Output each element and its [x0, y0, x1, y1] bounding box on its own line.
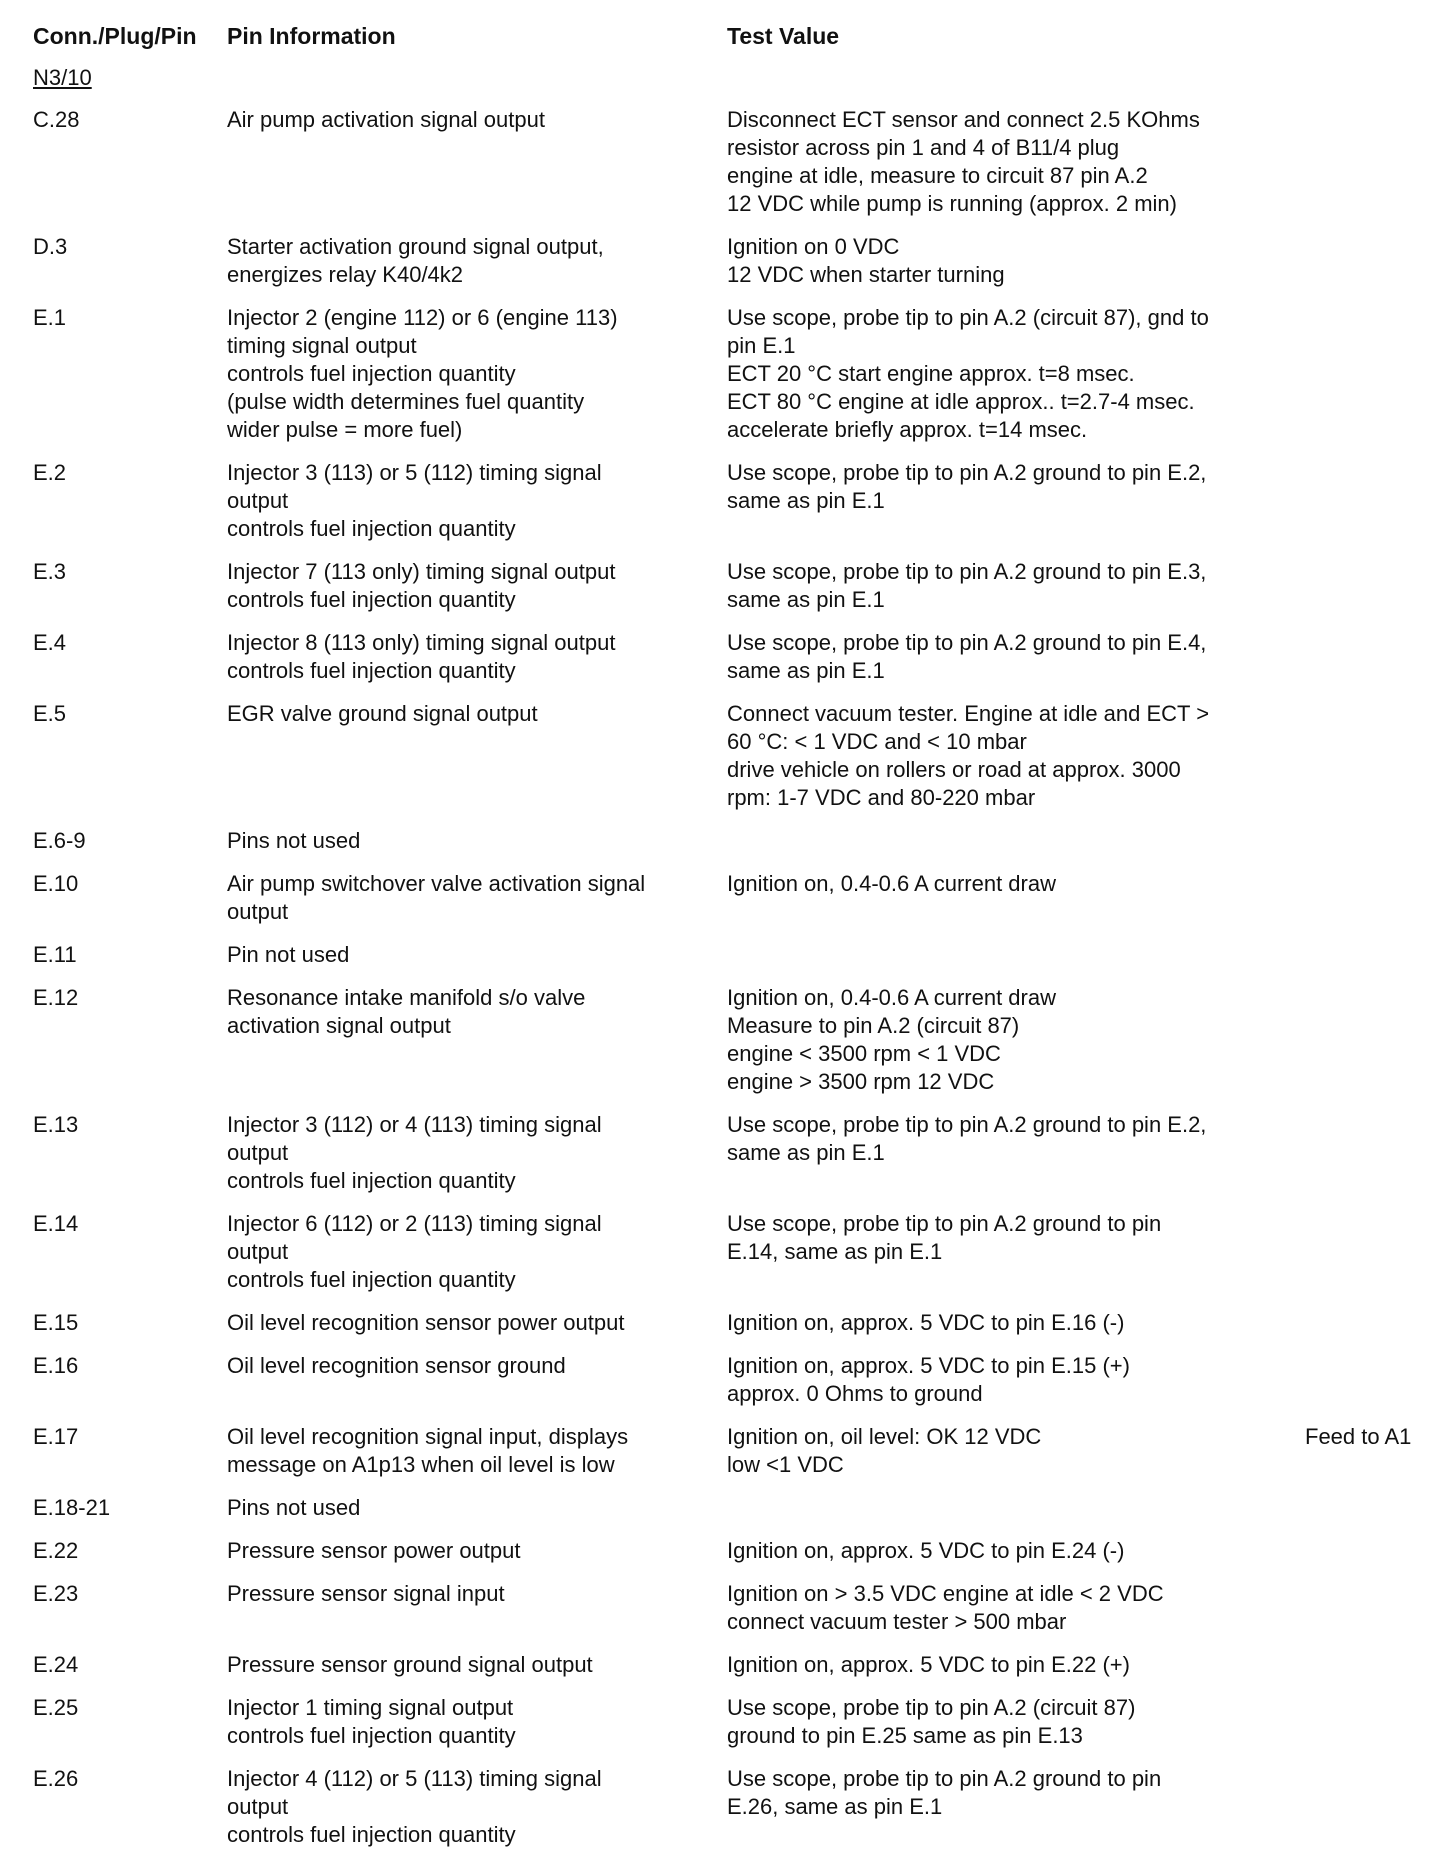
- table-row: [33, 1309, 1433, 1337]
- test-value-line: low <1 VDC: [727, 1452, 844, 1477]
- pin-id: E.14: [33, 1211, 79, 1236]
- pin-information-line: Air pump activation signal output: [227, 107, 545, 132]
- table-row: [33, 870, 1433, 926]
- header-test-value: Test Value: [727, 23, 840, 49]
- pin-information: [227, 304, 727, 444]
- pin-id: E.4: [33, 630, 67, 655]
- pin-information-line: Pressure sensor ground signal output: [227, 1652, 593, 1677]
- test-value-line: engine > 3500 rpm 12 VDC: [727, 1069, 995, 1094]
- test-value-line: Use scope, probe tip to pin A.2 ground to pin E.3,: [727, 559, 1207, 584]
- pin-id: E.15: [33, 1310, 79, 1335]
- pin-information: [227, 629, 727, 685]
- pin-id: E.16: [33, 1353, 79, 1378]
- test-value-line: Disconnect ECT sensor and connect 2.5 KOhms: [727, 107, 1200, 132]
- test-value-line: Use scope, probe tip to pin A.2 ground to pin E.4,: [727, 630, 1207, 655]
- pin-id: E.12: [33, 985, 79, 1010]
- pin-information-line: Oil level recognition sensor ground: [227, 1353, 566, 1378]
- test-value: [727, 459, 1305, 515]
- pin-information-line: output: [227, 1140, 289, 1165]
- test-value-line: accelerate briefly approx. t=14 msec.: [727, 417, 1088, 442]
- test-value-line: Use scope, probe tip to pin A.2 (circuit 87), gnd to: [727, 305, 1209, 330]
- pin-information-line: Air pump switchover valve activation signal: [227, 871, 646, 896]
- pin-id: E.23: [33, 1581, 79, 1606]
- test-value-line: resistor across pin 1 and 4 of B11/4 plug: [727, 135, 1120, 160]
- test-value-line: E.14, same as pin E.1: [727, 1239, 943, 1264]
- pin-information-line: Injector 2 (engine 112) or 6 (engine 113): [227, 305, 618, 330]
- pin-information-line: controls fuel injection quantity: [227, 587, 516, 612]
- test-value-line: Ignition on 0 VDC: [727, 234, 900, 259]
- pin-information-line: Pressure sensor signal input: [227, 1581, 505, 1606]
- pin-id: E.26: [33, 1766, 79, 1791]
- pin-information: [227, 1765, 727, 1849]
- test-value: [727, 1309, 1305, 1337]
- pin-information: [227, 1423, 727, 1479]
- pin-information-line: controls fuel injection quantity: [227, 1723, 516, 1748]
- pin-id: E.18-21: [33, 1495, 111, 1520]
- pin-information-line: controls fuel injection quantity: [227, 1168, 516, 1193]
- pin-information-line: (pulse width determines fuel quantity: [227, 389, 585, 414]
- table-row: [33, 1111, 1433, 1195]
- pin-information: [227, 459, 727, 543]
- test-value-line: connect vacuum tester > 500 mbar: [727, 1609, 1067, 1634]
- pin-information: [227, 558, 727, 614]
- test-value-line: E.26, same as pin E.1: [727, 1794, 943, 1819]
- pin-information-line: Oil level recognition sensor power output: [227, 1310, 625, 1335]
- pin-id: E.13: [33, 1112, 79, 1137]
- table-row: [33, 1651, 1433, 1679]
- test-value-line: 12 VDC while pump is running (approx. 2 min): [727, 191, 1177, 216]
- test-value: [727, 233, 1305, 289]
- test-value-line: Use scope, probe tip to pin A.2 (circuit 87): [727, 1695, 1136, 1720]
- test-value-line: Measure to pin A.2 (circuit 87): [727, 1013, 1020, 1038]
- pin-information-line: wider pulse = more fuel): [227, 417, 463, 442]
- test-value: [727, 700, 1305, 812]
- pin-information-line: Injector 4 (112) or 5 (113) timing signal: [227, 1766, 602, 1791]
- pin-information-line: controls fuel injection quantity: [227, 1267, 516, 1292]
- test-value-line: same as pin E.1: [727, 488, 885, 513]
- pin-information-line: output: [227, 1239, 289, 1264]
- pin-information: [227, 870, 727, 926]
- test-value-line: same as pin E.1: [727, 587, 885, 612]
- pin-id: E.3: [33, 559, 67, 584]
- pin-information: [227, 1580, 727, 1608]
- test-value: [727, 984, 1305, 1096]
- pin-information: [227, 1111, 727, 1195]
- test-value-line: Ignition on, oil level: OK 12 VDC: [727, 1424, 1042, 1449]
- pin-information-line: output: [227, 488, 289, 513]
- pin-id: E.25: [33, 1695, 79, 1720]
- test-value-line: rpm: 1-7 VDC and 80-220 mbar: [727, 785, 1036, 810]
- pin-information: [227, 700, 727, 728]
- test-value-line: Ignition on, approx. 5 VDC to pin E.16 (-): [727, 1310, 1125, 1335]
- pin-information: [227, 1651, 727, 1679]
- table-row: [33, 700, 1433, 812]
- test-value: [727, 1765, 1305, 1821]
- test-value-line: Connect vacuum tester. Engine at idle and ECT >: [727, 701, 1210, 726]
- test-value: [727, 1352, 1305, 1408]
- pin-id: E.24: [33, 1652, 79, 1677]
- table-row: [33, 1210, 1433, 1294]
- table-row: [33, 304, 1433, 444]
- test-value: [727, 870, 1305, 898]
- test-value-line: same as pin E.1: [727, 658, 885, 683]
- test-value-line: Ignition on, 0.4-0.6 A current draw: [727, 871, 1056, 896]
- pin-id: C.28: [33, 107, 80, 132]
- test-value: [727, 1651, 1305, 1679]
- pin-information-line: activation signal output: [227, 1013, 451, 1038]
- test-value-line: drive vehicle on rollers or road at approx. 3000: [727, 757, 1181, 782]
- pin-information-line: Starter activation ground signal output,: [227, 234, 604, 259]
- test-value-line: Use scope, probe tip to pin A.2 ground to pin E.2,: [727, 1112, 1207, 1137]
- table-row: [33, 106, 1433, 218]
- table-row: [33, 1694, 1433, 1750]
- pin-id: E.2: [33, 460, 67, 485]
- pin-information-line: energizes relay K40/4k2: [227, 262, 464, 287]
- test-value-line: engine at idle, measure to circuit 87 pin A.2: [727, 163, 1148, 188]
- table-row: [33, 459, 1433, 543]
- test-value: [727, 1423, 1305, 1479]
- test-value: [727, 1537, 1305, 1565]
- test-value-line: Use scope, probe tip to pin A.2 ground to pin: [727, 1766, 1162, 1791]
- test-value-line: Use scope, probe tip to pin A.2 ground to pin: [727, 1211, 1162, 1236]
- pin-id: E.10: [33, 871, 79, 896]
- table-row: [33, 1765, 1433, 1849]
- pin-information: [227, 827, 727, 855]
- pin-information-line: controls fuel injection quantity: [227, 1822, 516, 1847]
- pin-information-line: controls fuel injection quantity: [227, 361, 516, 386]
- test-value-line: pin E.1: [727, 333, 796, 358]
- pin-information-line: Injector 8 (113 only) timing signal output: [227, 630, 616, 655]
- pin-information-line: EGR valve ground signal output: [227, 701, 538, 726]
- pin-information-line: Pin not used: [227, 942, 350, 967]
- pin-information-line: Pins not used: [227, 1495, 361, 1520]
- test-value: [727, 1580, 1305, 1636]
- table-row: [33, 1423, 1433, 1479]
- test-value-line: engine < 3500 rpm < 1 VDC: [727, 1041, 1001, 1066]
- pin-information-line: Pins not used: [227, 828, 361, 853]
- pin-information-line: Oil level recognition signal input, displays: [227, 1424, 629, 1449]
- pin-information: [227, 1694, 727, 1750]
- pin-information-line: Pressure sensor power output: [227, 1538, 521, 1563]
- pin-information-line: Resonance intake manifold s/o valve: [227, 985, 586, 1010]
- pin-information-line: Injector 1 timing signal output: [227, 1695, 514, 1720]
- pin-id: E.5: [33, 701, 67, 726]
- test-value: [727, 1694, 1305, 1750]
- pin-information-line: Injector 3 (113) or 5 (112) timing signal: [227, 460, 602, 485]
- table-header: [33, 22, 1433, 56]
- pin-information-line: timing signal output: [227, 333, 417, 358]
- test-value-line: ECT 20 °C start engine approx. t=8 msec.: [727, 361, 1135, 386]
- pin-information: [227, 1494, 727, 1522]
- pin-information: [227, 233, 727, 289]
- test-value-line: 12 VDC when starter turning: [727, 262, 1005, 287]
- header-conn-plug-pin: Conn./Plug/Pin: [33, 23, 197, 49]
- pin-information-line: Injector 6 (112) or 2 (113) timing signal: [227, 1211, 602, 1236]
- test-value: [727, 304, 1305, 444]
- table-row: [33, 1580, 1433, 1636]
- table-row: [33, 629, 1433, 685]
- table-row: [33, 558, 1433, 614]
- test-value-line: Ignition on, approx. 5 VDC to pin E.22 (+): [727, 1652, 1130, 1677]
- test-value-line: Use scope, probe tip to pin A.2 ground to pin E.2,: [727, 460, 1207, 485]
- test-value-line: same as pin E.1: [727, 1140, 885, 1165]
- group-label: [33, 64, 1433, 92]
- test-value-line: Ignition on, 0.4-0.6 A current draw: [727, 985, 1056, 1010]
- test-value: [727, 1210, 1305, 1266]
- test-value-line: Ignition on, approx. 5 VDC to pin E.15 (+): [727, 1353, 1130, 1378]
- test-value-line: 60 °C: < 1 VDC and < 10 mbar: [727, 729, 1027, 754]
- pin-information-line: controls fuel injection quantity: [227, 516, 516, 541]
- pin-id: E.11: [33, 942, 77, 967]
- pin-information: [227, 1537, 727, 1565]
- pin-information-line: Injector 3 (112) or 4 (113) timing signal: [227, 1112, 602, 1137]
- test-value: [727, 558, 1305, 614]
- test-value-line: approx. 0 Ohms to ground: [727, 1381, 983, 1406]
- group-label-text: N3/10: [33, 65, 92, 90]
- test-value: [727, 629, 1305, 685]
- pinout-table: [33, 22, 1433, 1849]
- row-note: Feed to A1: [1305, 1424, 1412, 1449]
- test-value-line: Ignition on, approx. 5 VDC to pin E.24 (-): [727, 1538, 1125, 1563]
- test-value-line: ECT 80 °C engine at idle approx.. t=2.7-4 msec.: [727, 389, 1195, 414]
- table-row: [33, 233, 1433, 289]
- test-value: [727, 1111, 1305, 1167]
- table-body: [33, 106, 1433, 1849]
- table-row: [33, 1352, 1433, 1408]
- pin-information: [227, 106, 727, 134]
- test-value: [727, 106, 1305, 218]
- pin-id: D.3: [33, 234, 68, 259]
- pin-id: E.17: [33, 1424, 79, 1449]
- test-value-line: Ignition on > 3.5 VDC engine at idle < 2 VDC: [727, 1581, 1164, 1606]
- pin-information: [227, 1210, 727, 1294]
- pin-information-line: output: [227, 899, 289, 924]
- test-value-line: ground to pin E.25 same as pin E.13: [727, 1723, 1083, 1748]
- pin-information-line: output: [227, 1794, 289, 1819]
- pin-information: [227, 984, 727, 1040]
- header-pin-information: Pin Information: [227, 23, 396, 49]
- pin-information: [227, 1309, 727, 1337]
- pin-information: [227, 941, 727, 969]
- pin-information-line: controls fuel injection quantity: [227, 658, 516, 683]
- table-row: [33, 941, 1433, 969]
- pin-id: E.6-9: [33, 828, 86, 853]
- table-row: [33, 984, 1433, 1096]
- pin-information: [227, 1352, 727, 1380]
- table-row: [33, 1537, 1433, 1565]
- table-row: [33, 827, 1433, 855]
- pin-id: E.1: [33, 305, 67, 330]
- pin-information-line: Injector 7 (113 only) timing signal output: [227, 559, 616, 584]
- pin-information-line: message on A1p13 when oil level is low: [227, 1452, 615, 1477]
- table-row: [33, 1494, 1433, 1522]
- pin-id: E.22: [33, 1538, 79, 1563]
